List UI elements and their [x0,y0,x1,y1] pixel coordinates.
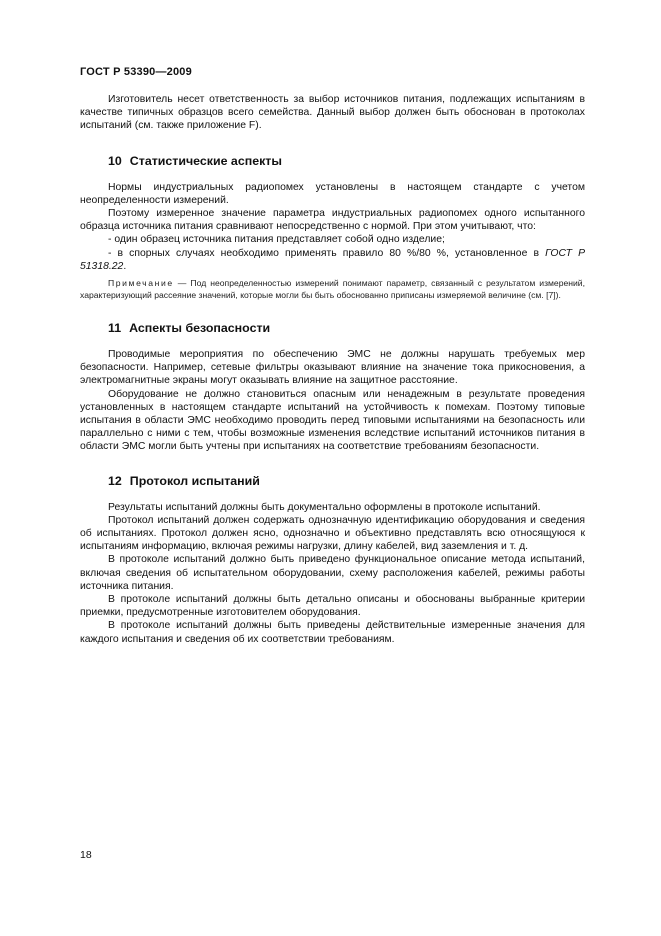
page-number: 18 [80,849,92,861]
section-10-heading [80,154,585,168]
intro-paragraph: Изготовитель несет ответственность за выбор источников питания, подлежащих испытаниям в качестве типичных образцов всего семейства. Данный выбор должен быть обоснован в протоколах испытаний (см. также приложение F). [80,94,585,132]
section-12-title: Протокол испытаний [129,473,260,488]
section-12-paragraph-1: Результаты испытаний должны быть документально оформлены в протоколе испытаний. [108,501,541,513]
section-10-paragraph-1: Нормы индустриальных радиопомех установлены в настоящем стандарте с учетом неопределенности измерений. [80,181,585,206]
section-12-paragraph-4: В протоколе испытаний должны быть детально описаны и обоснованы выбранные критерии приемки, предусмотренные изготовителем оборудования. [80,594,585,619]
section-11-paragraph-1: Проводимые мероприятия по обеспечению ЭМС не должны нарушать требуемых мер безопасности. Например, сетевые фильтры оказывают влияние на значение тока прикосновения, а электромагнитные экраны могут оказывать влияние на защитное расстояние. [80,349,585,387]
section-11-number: 11 [108,321,122,336]
section-11-heading [80,321,585,335]
section-10-number: 10 [108,153,122,168]
section-12-paragraph-5: В протоколе испытаний должны быть приведены действительные измеренные значения для каждого испытания и сведения об их соответствии требованиям. [80,620,585,645]
list-item-2-text: - в спорных случаях необходимо применять правило 80 %/80 %, установленное в [108,247,546,259]
section-12-paragraph-2: Протокол испытаний должен содержать однозначную идентификацию оборудования и сведения об испытаниях. Протокол должен ясно, однозначно и объективно представлять всю относящуюся к испытаниям информацию, включая режимы нагрузки, длину кабелей, вид заземления и т. д. [80,514,585,553]
section-12-number: 12 [108,473,122,488]
note-label: Примечание [108,278,174,289]
section-11-paragraph-2: Оборудование не должно становиться опасным или ненадежным в результате проведения установленных в настоящем стандарте испытаний на устойчивость к помехам. Поэтому типовые испытания в области ЭМС необходимо проводить перед типовыми испытаниями на безопасность или параллельно с ними с тем, чтобы возможные изменения вследствие испытаний источников питания в области ЭМС могли быть учтены при испытаниях на соответствие требованиям безопасности. [80,388,585,453]
section-10-title: Статистические аспекты [129,153,282,168]
section-10-paragraph-2: Поэтому измеренное значение параметра индустриальных радиопомех одного испытанного образца источника питания сравнивают непосредственно с нормой. При этом учитывают, что: [80,208,585,233]
section-10-list-item-1: - один образец источника питания представляет собой одно изделие; [108,234,445,246]
document-header: ГОСТ Р 53390—2009 [80,66,192,78]
section-12-paragraph-3: В протоколе испытаний должно быть приведено функциональное описание метода испытаний, включая сведения об испытательном оборудовании, схему расположения кабелей, режимы работы источника питания. [80,554,585,592]
section-10-list-item-2 [80,247,585,273]
section-10-note [80,277,585,301]
section-12-heading [80,474,585,488]
document-body [80,93,585,646]
list-item-2-end: . [123,260,127,272]
section-11-title: Аспекты безопасности [129,321,271,336]
standard-reference: ГОСТ Р 51318.22 [80,247,585,272]
note-text: — Под неопределенностью измерений понимают параметр, связанный с результатом измерений, характеризующий рассеяние значений, которые могли бы быть обоснованно приписаны измеряемой величине (см. [7]). [80,278,585,301]
